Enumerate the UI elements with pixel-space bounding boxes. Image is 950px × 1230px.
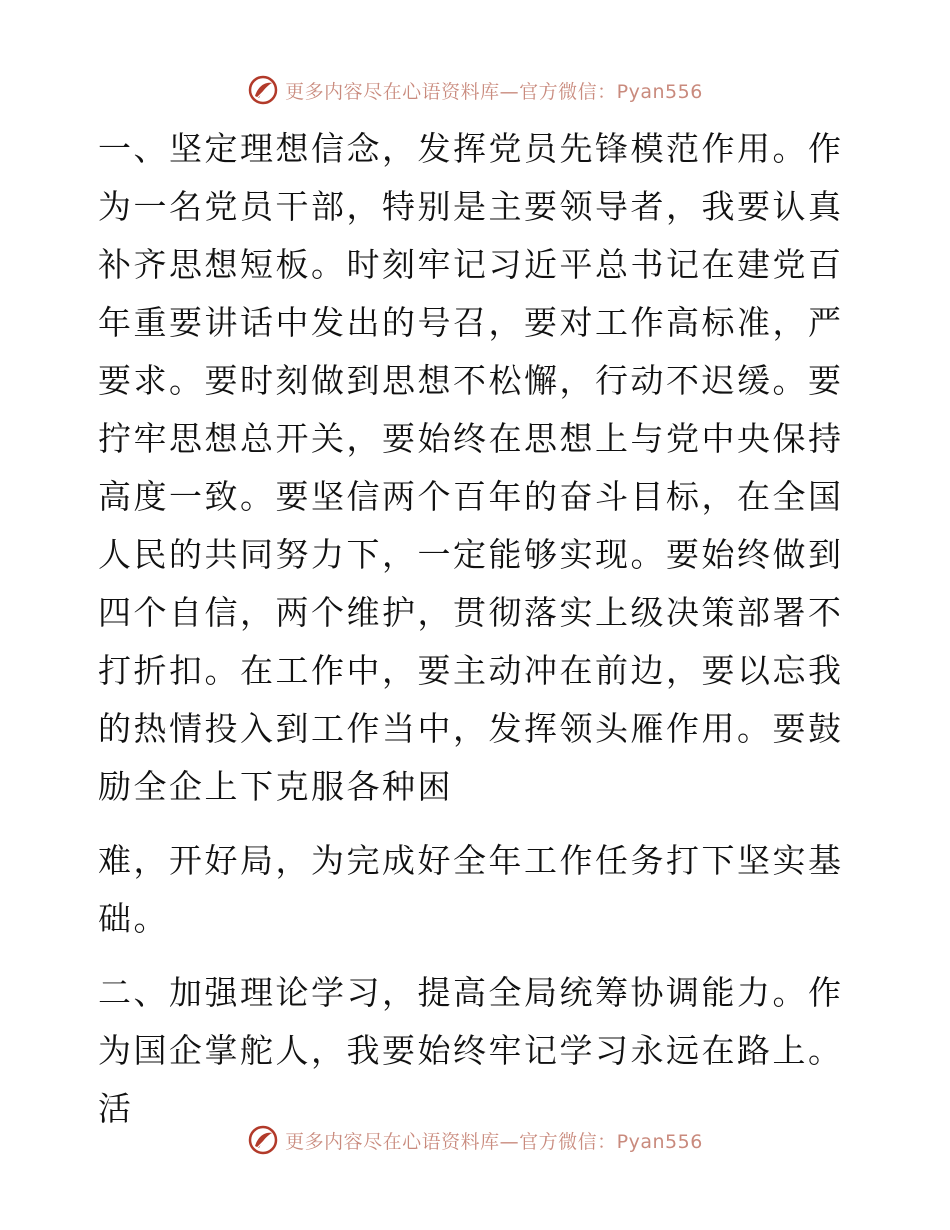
header-watermark-text: 更多内容尽在心语资料库—官方微信：Pyan556: [285, 80, 703, 103]
document-body: [98, 120, 858, 1138]
paragraph-1: 一、坚定理想信念，发挥党员先锋模范作用。作为一名党员干部，特别是主要领导者，我要认真补齐思想短板。时刻牢记习近平总书记在建党百年重要讲话中发出的号召，要对工作高标准，严要求。要时刻做到思想不松懈，行动不迟缓。要拧牢思想总开关，要始终在思想上与党中央保持高度一致。要坚信两个百年的奋斗目标，在全国人民的共同努力下，一定能够实现。要始终做到四个自信，两个维护，贯彻落实上级决策部署不打折扣。在工作中，要主动冲在前边，要以忘我的热情投入到工作当中，发挥领头雁作用。要鼓励全企上下克服各种困: [98, 129, 844, 806]
paragraph-3: 二、加强理论学习，提高全局统筹协调能力。作为国企掌舵人，我要始终牢记学习永远在路上。活: [98, 973, 844, 1128]
library-logo-icon: [247, 74, 279, 106]
footer-watermark: [0, 1120, 950, 1160]
header-watermark: [0, 70, 950, 110]
paragraph-2: 难，开好局，为完成好全年工作任务打下坚实基础。: [98, 841, 844, 938]
library-logo-icon: [247, 1124, 279, 1156]
footer-watermark-text: 更多内容尽在心语资料库—官方微信：Pyan556: [285, 1130, 703, 1153]
